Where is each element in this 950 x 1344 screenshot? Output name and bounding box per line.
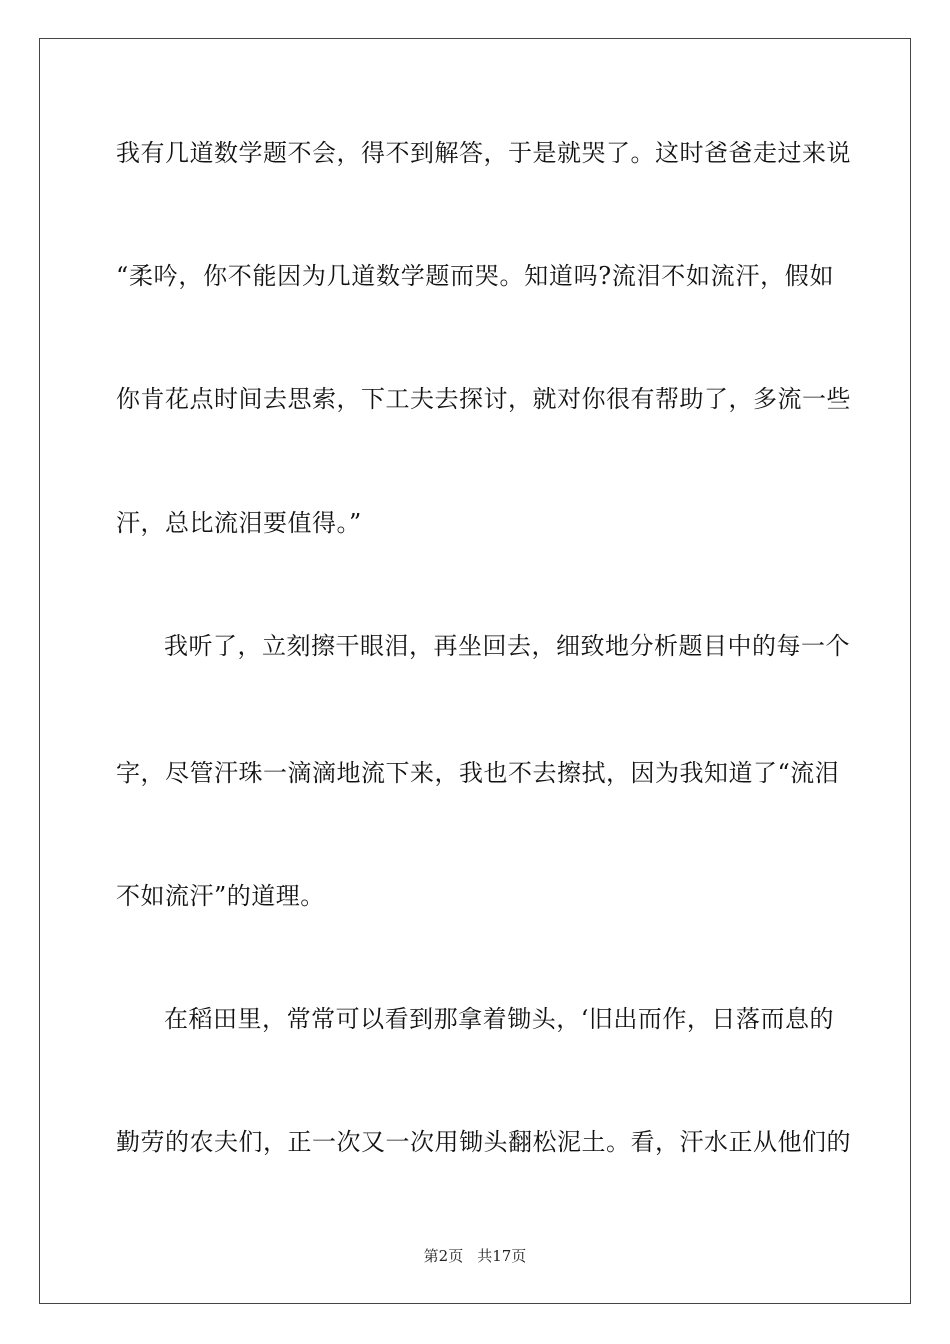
page-number: 第2页 bbox=[423, 1247, 464, 1265]
text-line: 汗，总比流泪要值得。” bbox=[116, 509, 362, 537]
text-line: “柔吟，你不能因为几道数学题而哭。知道吗?流泪不如流汗，假如 bbox=[116, 262, 834, 290]
text-line: 不如流汗”的道理。 bbox=[116, 882, 325, 910]
text-line: 字，尽管汗珠一滴滴地流下来，我也不去擦拭，因为我知道了“流泪 bbox=[116, 759, 840, 787]
page-frame bbox=[39, 38, 911, 1304]
text-line-indented: 我听了，立刻擦干眼泪，再坐回去，细致地分析题目中的每一个 bbox=[164, 632, 850, 660]
page-footer bbox=[0, 1246, 950, 1266]
text-line-indented: 在稻田里，常常可以看到那拿着锄头，‘旧出而作，日落而息的 bbox=[164, 1005, 834, 1033]
text-line: 勤劳的农夫们，正一次又一次用锄头翻松泥土。看，汗水正从他们的 bbox=[116, 1128, 851, 1156]
page-total: 共17页 bbox=[477, 1247, 527, 1265]
text-line: 你肯花点时间去思索，下工夫去探讨，就对你很有帮助了，多流一些 bbox=[116, 385, 851, 413]
text-line: 我有几道数学题不会，得不到解答，于是就哭了。这时爸爸走过来说 bbox=[116, 139, 851, 167]
